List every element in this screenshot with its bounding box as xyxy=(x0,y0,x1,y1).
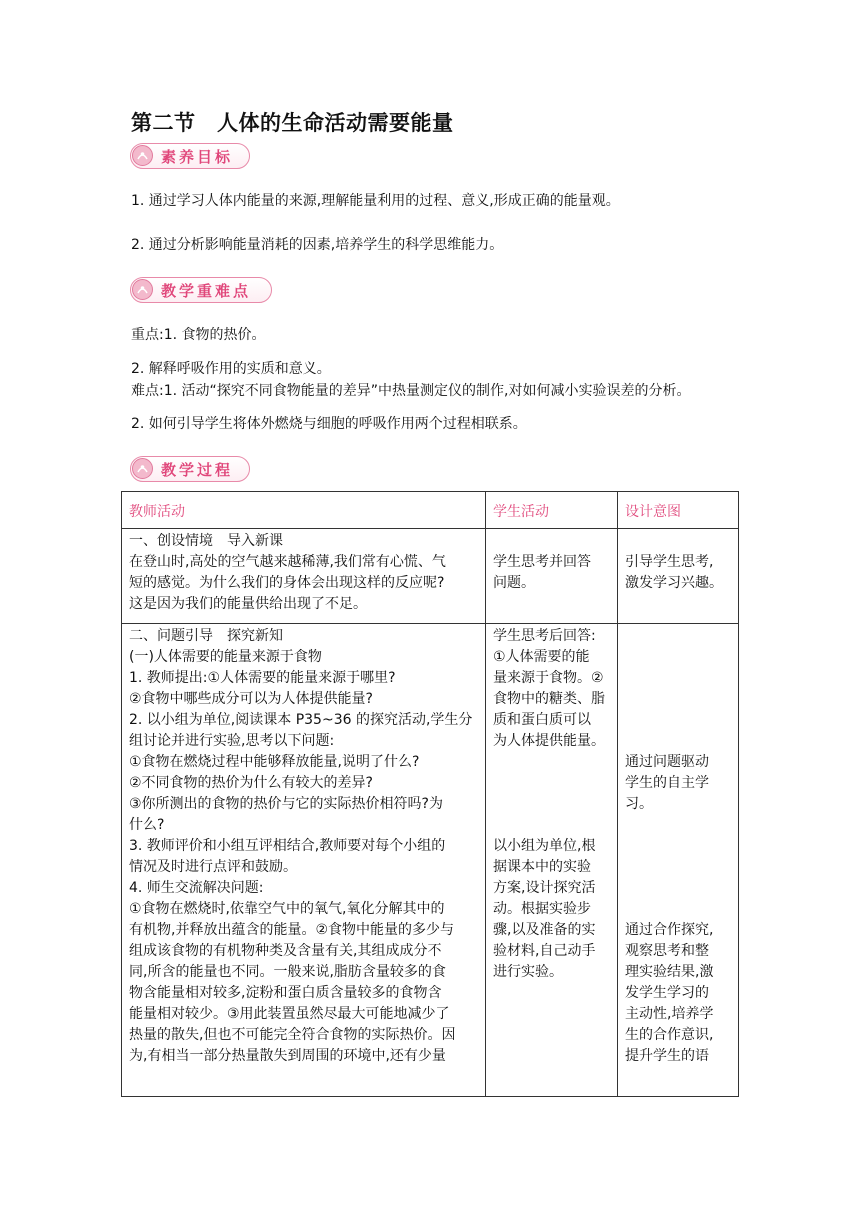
cell-line: 激发学习兴趣。 xyxy=(625,575,723,591)
cell-design xyxy=(618,624,739,1097)
cell-line: 情况及时进行点评和鼓励。 xyxy=(129,859,297,875)
cell-line: 一、创设情境 导入新课 xyxy=(129,533,283,549)
cell-line: 通过合作探究, xyxy=(625,922,714,938)
cell-line: ②食物中哪些成分可以为人体提供能量? xyxy=(129,691,373,707)
cell-line: 热量的散失,但也不可能完全符合食物的实际热价。因 xyxy=(129,1027,456,1043)
cell-line: ①人体需要的能 xyxy=(493,649,590,665)
key-point-item: 2. 如何引导学生将体外燃烧与细胞的呼吸作用两个过程相联系。 xyxy=(131,416,527,432)
section-badge-label: 教学重难点 xyxy=(161,282,252,300)
key-point-item: 2. 解释呼吸作用的实质和意义。 xyxy=(131,361,331,377)
header-teacher: 教师活动 xyxy=(122,492,486,529)
section-badge-label: 素养目标 xyxy=(161,148,234,166)
cell-line: 在登山时,高处的空气越来越稀薄,我们常有心慌、气 xyxy=(129,554,446,570)
cell-line: 学生思考后回答: xyxy=(493,628,596,644)
cell-line: 组讨论并进行实验,思考以下问题: xyxy=(129,733,335,749)
cell-line: 组成该食物的有机物种类及含量有关,其组成成分不 xyxy=(129,943,442,959)
cell-line: 理实验结果,激 xyxy=(625,964,714,980)
cell-line: 有机物,并释放出蕴含的能量。②食物中能量的多少与 xyxy=(129,922,454,938)
section-icon xyxy=(132,458,153,479)
cell-line: 量来源于食物。② xyxy=(493,670,604,686)
cell-line: 观察思考和整 xyxy=(625,943,709,959)
cell-student xyxy=(486,624,618,1097)
table-header-row xyxy=(122,492,739,529)
cell-line: 4. 师生交流解决问题: xyxy=(129,880,264,896)
cell-line: 为人体提供能量。 xyxy=(493,733,605,749)
cell-line: 习。 xyxy=(625,796,653,812)
goal-item: 1. 通过学习人体内能量的来源,理解能量利用的过程、意义,形成正确的能量观。 xyxy=(131,193,620,209)
header-student: 学生活动 xyxy=(486,492,618,529)
section-icon xyxy=(132,279,153,300)
section-badge-key-points xyxy=(130,277,272,303)
process-table xyxy=(121,491,739,1097)
table-row xyxy=(122,624,739,1097)
cell-line: 问题。 xyxy=(493,575,535,591)
cell-line: 动。根据实验步 xyxy=(493,901,591,917)
cell-line: (一)人体需要的能量来源于食物 xyxy=(129,649,322,665)
section-badge-process xyxy=(130,456,250,482)
cell-line: 生的合作意识, xyxy=(625,1027,714,1043)
cell-line: 1. 教师提出:①人体需要的能量来源于哪里? xyxy=(129,670,396,686)
cell-line: 骤,以及准备的实 xyxy=(493,922,596,938)
section-badge-goals xyxy=(130,143,250,169)
cell-line: 食物中的糖类、脂 xyxy=(493,691,605,707)
cell-line: 3. 教师评价和小组互评相结合,教师要对每个小组的 xyxy=(129,838,446,854)
cell-line: 物含能量相对较多,淀粉和蛋白质含量较多的食物含 xyxy=(129,985,442,1001)
cell-teacher xyxy=(122,529,486,624)
page-title: 第二节 人体的生命活动需要能量 xyxy=(131,111,454,135)
cell-student xyxy=(486,529,618,624)
section-icon xyxy=(132,145,153,166)
cell-line: 主动性,培养学 xyxy=(625,1006,714,1022)
key-point-item: 重点:1. 食物的热价。 xyxy=(131,327,266,343)
cell-line: ①食物在燃烧时,依靠空气中的氧气,氧化分解其中的 xyxy=(129,901,445,917)
cell-line: 提升学生的语 xyxy=(625,1048,709,1064)
cell-line: 据课本中的实验 xyxy=(493,859,591,875)
cell-line: 2. 以小组为单位,阅读课本 P35~36 的探究活动,学生分 xyxy=(129,712,473,728)
cell-line: 学生的自主学 xyxy=(625,775,709,791)
cell-design xyxy=(618,529,739,624)
cell-line: 能量相对较少。③用此装置虽然尽最大可能地减少了 xyxy=(129,1006,450,1022)
cell-teacher xyxy=(122,624,486,1097)
cell-line: 为,有相当一部分热量散失到周围的环境中,还有少量 xyxy=(129,1048,446,1064)
cell-line: ②不同食物的热价为什么有较大的差异? xyxy=(129,775,373,791)
cell-line: 通过问题驱动 xyxy=(625,754,709,770)
key-point-item: 难点:1. 活动“探究不同食物能量的差异”中热量测定仪的制作,对如何减小实验误差的分析。 xyxy=(131,383,691,399)
cell-line: 这是因为我们的能量供给出现了不足。 xyxy=(129,596,367,612)
cell-line: 发学生学习的 xyxy=(625,985,709,1001)
cell-line: 短的感觉。为什么我们的身体会出现这样的反应呢? xyxy=(129,575,445,591)
cell-line: ③你所测出的食物的热价与它的实际热价相符吗?为 xyxy=(129,796,443,812)
cell-line: 什么? xyxy=(129,817,165,833)
goal-item: 2. 通过分析影响能量消耗的因素,培养学生的科学思维能力。 xyxy=(131,237,504,253)
table-row xyxy=(122,529,739,624)
cell-line: 引导学生思考, xyxy=(625,554,714,570)
cell-line: 验材料,自己动手 xyxy=(493,943,596,959)
cell-line: 进行实验。 xyxy=(493,964,563,980)
cell-line: 质和蛋白质可以 xyxy=(493,712,591,728)
cell-line: 以小组为单位,根 xyxy=(493,838,596,854)
header-design: 设计意图 xyxy=(618,492,739,529)
cell-line: 学生思考并回答 xyxy=(493,554,591,570)
section-badge-label: 教学过程 xyxy=(161,461,234,479)
cell-line: 方案,设计探究活 xyxy=(493,880,596,896)
cell-line: 二、问题引导 探究新知 xyxy=(129,628,283,644)
cell-line: ①食物在燃烧过程中能够释放能量,说明了什么? xyxy=(129,754,420,770)
cell-line: 同,所含的能量也不同。一般来说,脂肪含量较多的食 xyxy=(129,964,446,980)
